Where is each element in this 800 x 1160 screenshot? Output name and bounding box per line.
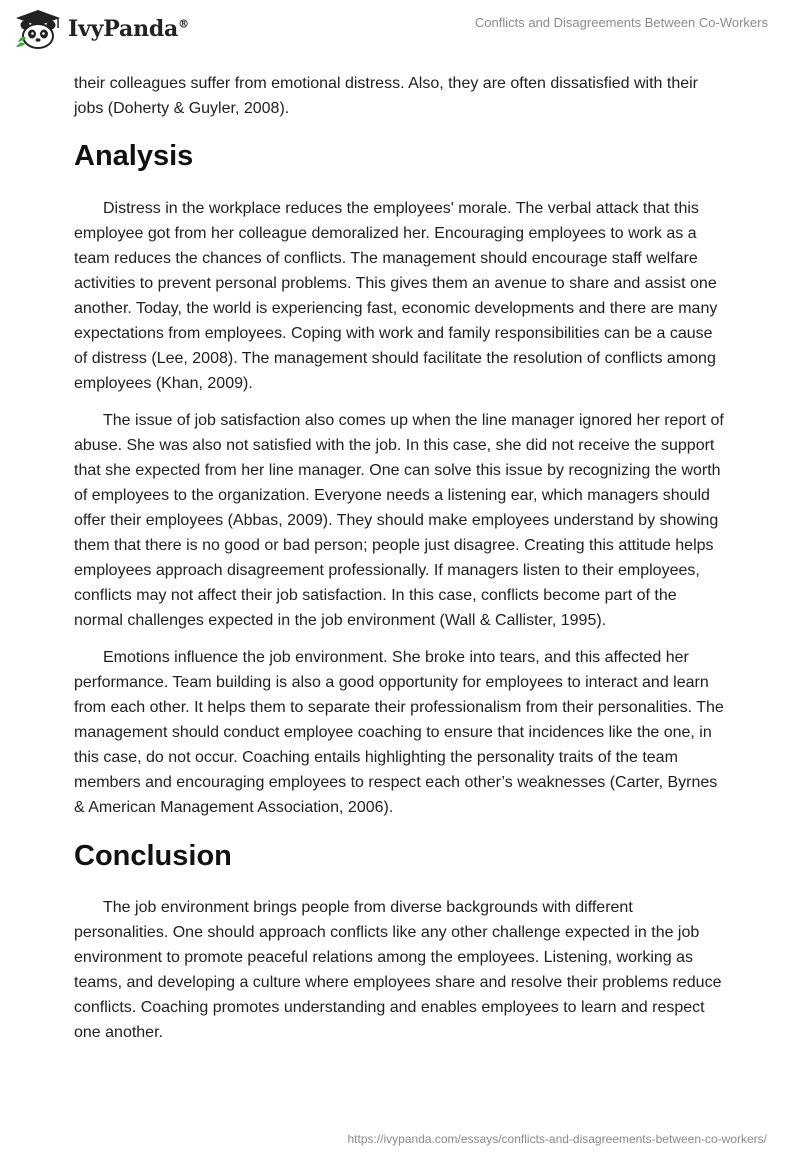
analysis-paragraph: Distress in the workplace reduces the employees' morale. The verbal attack that this employee got from her colleague demoralized her. Encouraging employees to work as a team reduces the chances of conflicts. The management should encourage staff welfare activities to prevent personal problems. This gives them an avenue to share and assist one another. Today, the world is experiencing fast, economic developments and there are many expectations from employees. Coping with work and family responsibilities can be a cause of distress (Lee, 2008). The management should facilitate the resolution of conflicts among employees (Khan, 2009).: [74, 200, 718, 392]
page-header: [0, 0, 800, 60]
analysis-paragraph: The issue of job satisfaction also comes up when the line manager ignored her report of abuse. She was also not satisfied with the job. In this case, she did not receive the support that she expected from her line manager. One can solve this issue by recognizing the worth of employees to the organization. Everyone needs a listening ear, which managers should offer their employees (Abbas, 2009). They should make employees understand by showing them that there is no good or bad person; people just disagree. Creating this attitude helps employees approach disagreement professionally. If managers listen to their employees, conflicts may not affect their job satisfaction. In this case, conflicts become part of the normal challenges expected in the job environment (Wall & Callister, 1995).: [74, 412, 724, 629]
running-title: Conflicts and Disagreements Between Co-Workers: [474, 15, 768, 30]
analysis-paragraph: Emotions influence the job environment. She broke into tears, and this affected her performance. Team building is also a good opportunity for employees to interact and learn from each other. It helps them to separate their professionalism from their personalities. The management should conduct employee coaching to ensure that incidences like the one, in this case, do not occur. Coaching entails highlighting the personality traits of the team members and encouraging employees to respect each other’s weaknesses (Carter, Byrnes & American Management Association, 2006).: [74, 649, 724, 816]
logo-wordmark: IvyPanda®: [68, 16, 189, 42]
conclusion-paragraph: The job environment brings people from diverse backgrounds with different personalities. One should approach conflicts like any other challenge expected in the job environment to promote peaceful relations among the employees. Listening, working as teams, and developing a culture where employees share and resolve their problems reduce conflicts. Coaching promotes understanding and enables employees to learn and respect one another.: [74, 899, 722, 1041]
ivypanda-logo[interactable]: [14, 8, 189, 50]
source-url[interactable]: https://ivypanda.com/essays/conflicts-and-disagreements-between-co-workers/: [347, 1132, 767, 1146]
essay-body: [74, 71, 728, 1057]
analysis-heading: Analysis: [74, 140, 194, 172]
panda-graduate-icon: [14, 8, 62, 50]
conclusion-heading: Conclusion: [74, 840, 232, 872]
intro-paragraph: their colleagues suffer from emotional distress. Also, they are often dissatisfied with their jobs (Doherty & Guyler, 2008).: [74, 75, 699, 117]
